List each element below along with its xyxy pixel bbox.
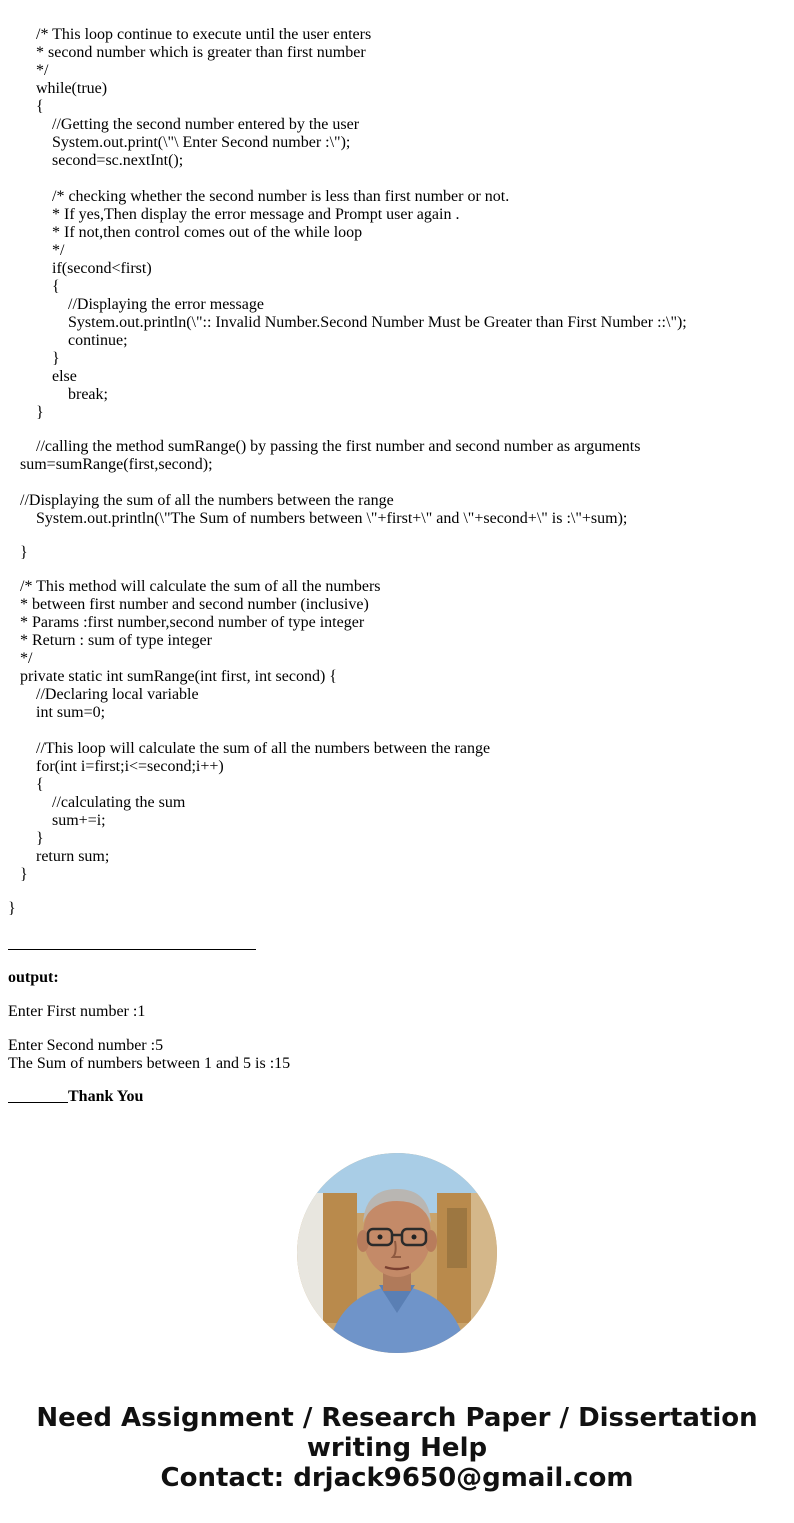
code-line: System.out.print(\"\ Enter Second number :\"); <box>52 134 351 151</box>
output-heading: output: <box>8 969 59 986</box>
footer-banner <box>0 1403 794 1493</box>
code-line: //This loop will calculate the sum of all the numbers between the range <box>36 740 491 757</box>
output-line-sum: The Sum of numbers between 1 and 5 is :15 <box>8 1055 291 1072</box>
code-line: */ <box>36 62 49 79</box>
code-line: second=sc.nextInt(); <box>52 152 184 169</box>
code-line: else <box>52 368 77 385</box>
footer-line-2: writing Help <box>306 1433 488 1463</box>
thank-you-text: Thank You <box>68 1088 144 1105</box>
code-line: } <box>20 544 28 561</box>
code-line: */ <box>20 650 33 667</box>
code-line: { <box>36 776 44 793</box>
code-line: * Params :first number,second number of type integer <box>20 614 365 631</box>
code-line: //Displaying the sum of all the numbers between the range <box>20 492 394 509</box>
code-line: System.out.println(\"The Sum of numbers between \"+first+\" and \"+second+\" is :\"+sum); <box>36 510 628 527</box>
code-line: int sum=0; <box>36 704 106 721</box>
footer-line-1: Need Assignment / Research Paper / Dissertation <box>36 1403 758 1433</box>
code-line: return sum; <box>36 848 110 865</box>
avatar-portrait <box>297 1153 497 1353</box>
code-line: * second number which is greater than first number <box>36 44 366 61</box>
output-line-second: Enter Second number :5 <box>8 1037 164 1054</box>
horizontal-rule <box>8 949 256 950</box>
code-line: * Return : sum of type integer <box>20 632 212 649</box>
code-line: */ <box>52 242 65 259</box>
thank-you-underline <box>8 1088 68 1105</box>
code-line: /* This method will calculate the sum of all the numbers <box>20 578 381 595</box>
code-line: /* This loop continue to execute until the user enters <box>36 26 372 43</box>
code-line: continue; <box>68 332 128 349</box>
code-line: sum=sumRange(first,second); <box>20 456 213 473</box>
code-line: /* checking whether the second number is less than first number or not. <box>52 188 510 205</box>
code-line: if(second<first) <box>52 260 152 277</box>
code-line: { <box>52 278 60 295</box>
code-line: sum+=i; <box>52 812 106 829</box>
code-line: while(true) <box>36 80 108 97</box>
footer-line-3: Contact: drjack9650@gmail.com <box>160 1463 634 1493</box>
output-line-first: Enter First number :1 <box>8 1003 146 1020</box>
code-line: //calculating the sum <box>52 794 186 811</box>
code-line: * If yes,Then display the error message and Prompt user again . <box>52 206 460 223</box>
code-line: break; <box>68 386 108 403</box>
thank-you-line <box>8 1088 143 1106</box>
code-line: * If not,then control comes out of the while loop <box>52 224 363 241</box>
code-line: } <box>52 350 60 367</box>
code-line: //Displaying the error message <box>68 296 264 313</box>
code-line: } <box>20 866 28 883</box>
avatar <box>297 1153 497 1353</box>
code-line: * between first number and second number (inclusive) <box>20 596 369 613</box>
code-line: private static int sumRange(int first, int second) { <box>20 668 337 685</box>
code-line: //Getting the second number entered by the user <box>52 116 360 133</box>
code-line: { <box>36 98 44 115</box>
code-line: System.out.println(\":: Invalid Number.Second Number Must be Greater than First Number ::\"); <box>68 314 687 331</box>
code-line: } <box>8 900 16 917</box>
code-line: } <box>36 404 44 421</box>
code-line: } <box>36 830 44 847</box>
code-line: //calling the method sumRange() by passing the first number and second number as arguments <box>36 438 641 455</box>
code-line: for(int i=first;i<=second;i++) <box>36 758 224 775</box>
code-line: //Declaring local variable <box>36 686 199 703</box>
